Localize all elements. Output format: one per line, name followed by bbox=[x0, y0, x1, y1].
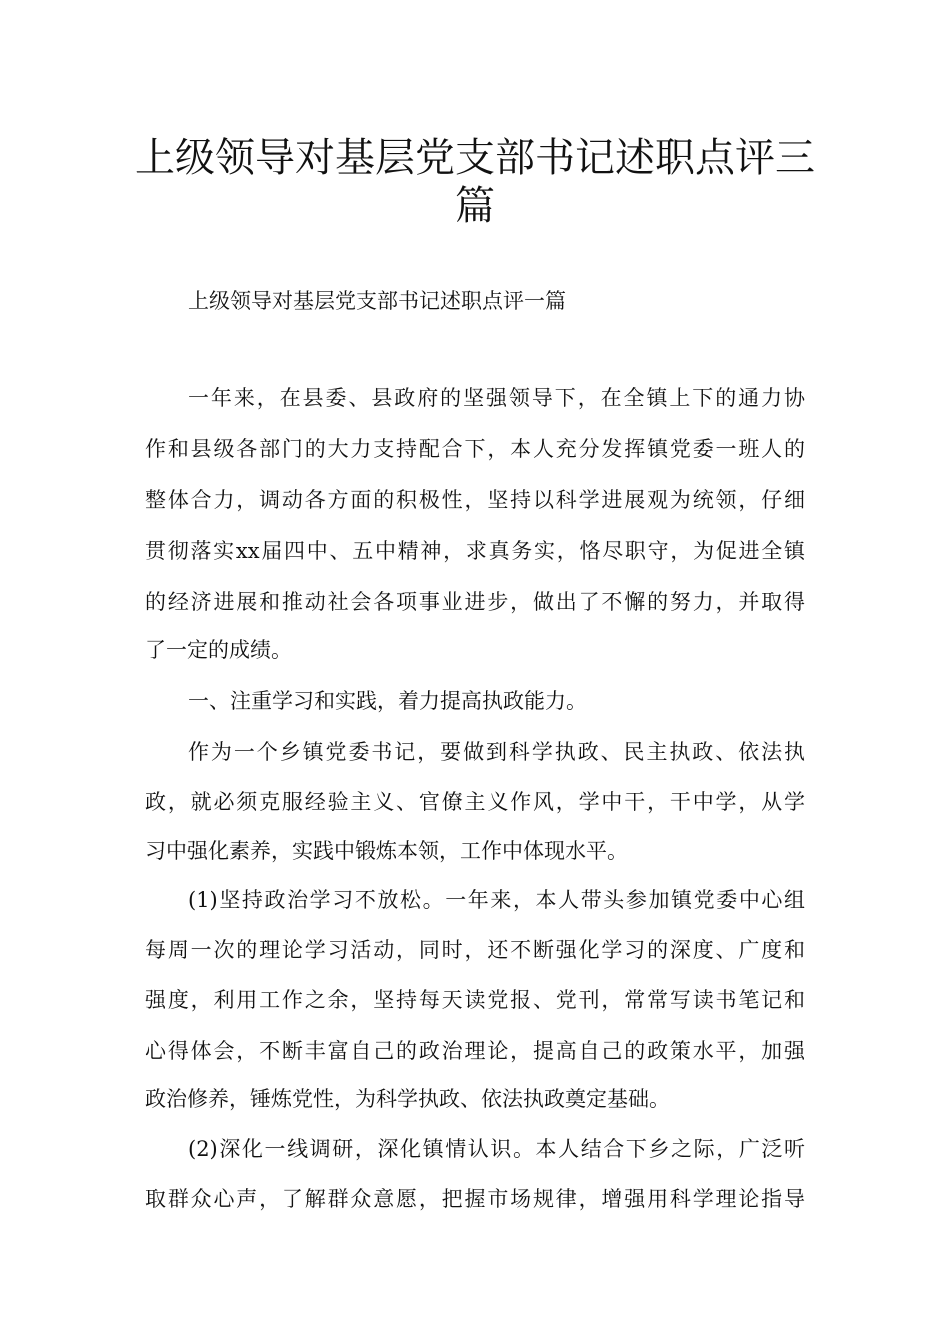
document-title-line-1: 上级领导对基层党支部书记述职点评三 bbox=[135, 135, 815, 181]
paragraph-line: 作和县级各部门的大力支持配合下，本人充分发挥镇党委一班人的 bbox=[145, 437, 805, 461]
document-title-line-2: 篇 bbox=[455, 183, 495, 229]
paragraph-line: 贯彻落实xx届四中、五中精神，求真务实，恪尽职守，为促进全镇 bbox=[145, 539, 805, 563]
paragraph-line: 了一定的成绩。 bbox=[145, 638, 292, 662]
section-heading: 一、注重学习和实践，着力提高执政能力。 bbox=[188, 689, 587, 713]
paragraph-line: 每周一次的理论学习活动，同时，还不断强化学习的深度、广度和 bbox=[145, 938, 805, 962]
paragraph-line: (2)深化一线调研，深化镇情认识。本人结合下乡之际，广泛听 bbox=[188, 1137, 805, 1161]
section-subtitle: 上级领导对基层党支部书记述职点评一篇 bbox=[188, 289, 566, 313]
paragraph-line: 习中强化素养，实践中锻炼本领，工作中体现水平。 bbox=[145, 839, 628, 863]
paragraph-line: 一年来，在县委、县政府的坚强领导下，在全镇上下的通力协 bbox=[188, 386, 805, 410]
paragraph-line: 政，就必须克服经验主义、官僚主义作风，学中干，干中学，从学 bbox=[145, 790, 805, 814]
paragraph-line: 取群众心声，了解群众意愿，把握市场规律，增强用科学理论指导 bbox=[145, 1187, 805, 1211]
paragraph-line: 整体合力，调动各方面的积极性，坚持以科学进展观为统领，仔细 bbox=[145, 488, 805, 512]
paragraph-line: 心得体会，不断丰富自己的政治理论，提高自己的政策水平，加强 bbox=[145, 1039, 805, 1063]
paragraph-line: 政治修养，锤炼党性，为科学执政、依法执政奠定基础。 bbox=[145, 1087, 670, 1111]
paragraph-line: (1)坚持政治学习不放松。一年来，本人带头参加镇党委中心组 bbox=[188, 888, 805, 912]
paragraph-line: 作为一个乡镇党委书记，要做到科学执政、民主执政、依法执 bbox=[188, 740, 805, 764]
paragraph-line: 的经济进展和推动社会各项事业进步，做出了不懈的努力，并取得 bbox=[145, 590, 805, 614]
paragraph-line: 强度，利用工作之余，坚持每天读党报、党刊，常常写读书笔记和 bbox=[145, 988, 805, 1012]
